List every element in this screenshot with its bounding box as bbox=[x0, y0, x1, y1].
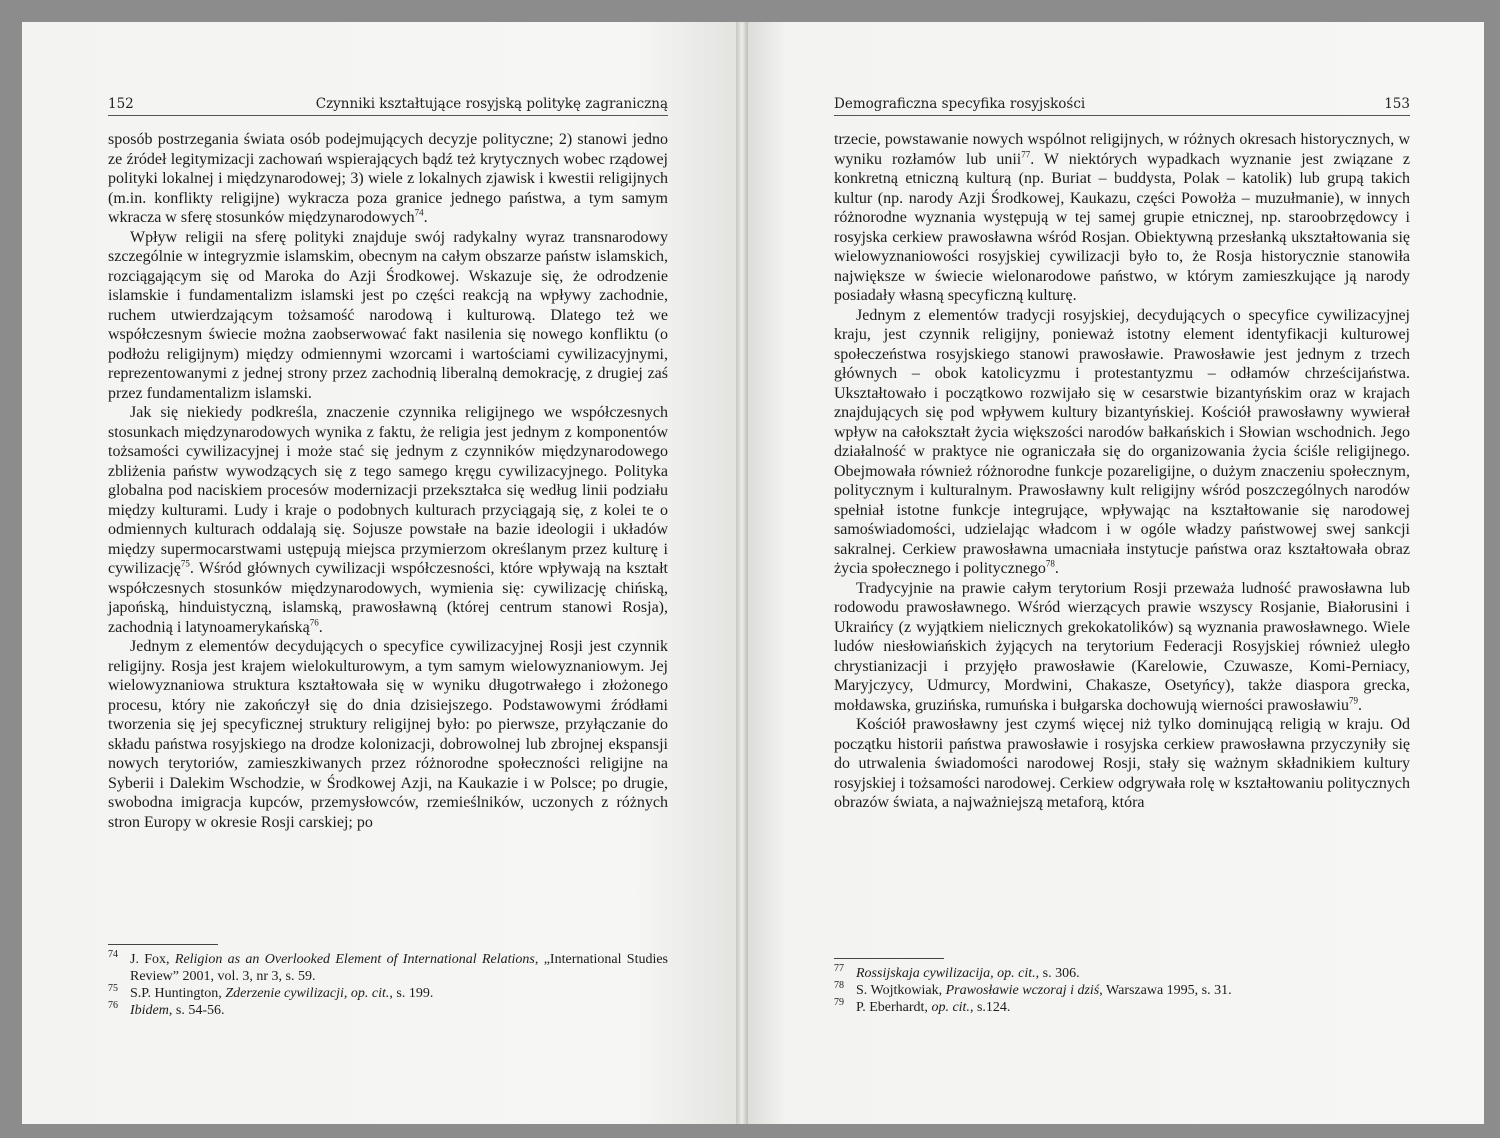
footnote: 79 P. Eberhardt, op. cit., s.124. bbox=[834, 997, 1011, 1015]
paragraph: sposób postrzegania świata osób podejmujących decyzje polityczne; 2) stanowi jedno ze źródeł legitymizacji zachowań wspierających bądź też krytycznych wobec rządowej polityki lokalnej i międzynarodowej; 3) wiele z lokalnych zjawisk i kwestii religijnych (m.in. konflikty religijne) wykracza poza granice jednego państwa, a tym samym wkracza w sferę stosunków międzynarodowych$^{74}$. bbox=[108, 131, 668, 226]
right-page-header bbox=[834, 90, 1410, 116]
right-page-body bbox=[834, 130, 1410, 813]
left-page-header bbox=[108, 90, 668, 116]
paragraph: Jednym z elementów decydujących o specyfice cywilizacyjnej Rosji jest czynnik religijny. Rosja jest krajem wielokulturowym, a tym samym wielowyznaniowym. Jej wielowyznaniowa struktura kształtowała się w wyniku długotrwałego i złożonego procesu, który nie zakończył się do dnia dzisiejszego. Podstawowymi źródłami tworzenia się jej specyficznej struktury religijnej było: po pierwsze, przyłączanie do składu państwa rosyjskiego na drodze kolonizacji, dobrowolnej lub zbrojnej ekspansji nowych terytoriów, zamieszkiwanych przez różnorodne społeczności religijne na Syberii i Dalekim Wschodzie, w Środkowej Azji, na Kaukazie i w Polsce; po drugie, swobodna imigracja kupców, przemysłowców, rzemieślników, uczonych z różnych stron Europy w okresie Rosji carskiej; po bbox=[108, 638, 668, 831]
running-head: Demograficzna specyfika rosyjskości bbox=[834, 96, 1086, 112]
footnote: 77 Rossijskaja cywilizacija, op. cit., s. 306. bbox=[834, 963, 1080, 981]
running-head: Czynniki kształtujące rosyjską politykę zagraniczną bbox=[315, 96, 668, 112]
left-page bbox=[22, 22, 742, 1124]
footnote: 75 S.P. Huntington, Zderzenie cywilizacji, op. cit., s. 199. bbox=[108, 983, 434, 1001]
paragraph: Kościół prawosławny jest czymś więcej niż tylko dominującą religią w kraju. Od początku historii państwa prawosławie i rosyjska cerkiew prawosławna przyczyniły się do utrwalenia świadomości narodowej Rosji, stały się ważnym składnikiem kultury rosyjskiej i tożsamości narodowej. Cerkiew odgrywała rolę w kształtowaniu politycznych obrazów świata, a najważniejszą metaforą, która bbox=[834, 716, 1410, 811]
book-spread bbox=[22, 22, 1484, 1124]
book-gutter bbox=[736, 22, 748, 1124]
footnote: 78 S. Wojtkowiak, Prawosławie wczoraj i dziś, Warszawa 1995, s. 31. bbox=[834, 980, 1232, 998]
footnote: 76 Ibidem, s. 54-56. bbox=[108, 1000, 225, 1018]
page-number: 152 bbox=[108, 96, 134, 112]
paragraph: trzecie, powstawanie nowych wspólnot religijnych, w różnych okresach historycznych, w wyniku rozłamów lub unii$^{77}$. W niektórych wypadkach wyznanie jest związane z konkretną etniczną kulturą (np. Buriat – buddysta, Polak – katolik) lub grupą takich kultur (np. narody Azji Środkowej, Kaukazu, części Powołża – muzułmanie), w innych różnorodne wyznania występują w tej samej grupie etnicznej, np. staroobrzędowcy i rosyjska cerkiew prawosławna wśród Rosjan. Obiektywną przesłanką ukształtowania się wielowyznaniowości rosyjskiej cywilizacji było to, że Rosja historycznie stanowiła największe w świecie wielonarodowe państwo, w którym zamieszkujące ją narody posiadały własną specyficzną kulturę. bbox=[834, 131, 1411, 304]
paragraph: Jednym z elementów tradycji rosyjskiej, decydujących o specyfice cywilizacyjnej kraju, jest czynnik religijny, ponieważ istotny element identyfikacji kulturowej społeczeństwa rosyjskiego stanowi prawosławie. Prawosławie jest jednym z trzech głównych – obok katolicyzmu i protestantyzmu – odłamów chrześcijaństwa. Ukształtowało i początkowo rozwijało się w cesarstwie bizantyńskim oraz w krajach znajdujących się pod wpływem kultury bizantyńskiej. Kościół prawosławny wywierał wpływ na całokształt życia większości narodów bałkańskich i Słowian wschodnich. Jego działalność w praktyce nie ograniczała się do organizowania życia ściśle religijnego. Obejmowała również różnorodne funkcje pozareligijne, o dużym znaczeniu społecznym, politycznym i kulturalnym. Prawosławny kult religijny wśród poszczególnych narodów spełniał istotne funkcje integrujące, wpływając na kształtowanie się narodowej samoświadomości, udzielając władcom i w ogóle władzy państwowej swej sankcji sakralnej. Cerkiew prawosławna umacniała instytucje państwa oraz kształtowała obraz życia społecznego i politycznego$^{78}$. bbox=[834, 306, 1410, 577]
footnote: 74 J. Fox, Religion as an Overlooked Element of International Relations, „International Studies Review” 2001, vol. 3, nr 3, s. 59. bbox=[108, 949, 669, 984]
paragraph: Wpływ religii na sferę polityki znajduje swój radykalny wyraz transnarodowy szczególnie w integryzmie islamskim, obecnym na całym obszarze państw islamskich, rozciągającym się od Maroka do Azji Środkowej. Wskazuje się, że odrodzenie islamskie i fundamentalizm islamski jest po części reakcją na wpływy zachodnie, ruchem utwierdzającym tożsamość narodową i kulturową. Dlatego też we współczesnym świecie można zaobserwować fakt nasilenia się nowego konfliktu (o podłożu religijnym) między odmiennymi wzorcami i wartościami cywilizacyjnymi, reprezentowanymi z jednej strony przez zachodnią liberalną demokrację, z drugiej zaś przez fundamentalizm islamski. bbox=[108, 228, 668, 402]
page-number: 153 bbox=[1384, 96, 1410, 112]
paragraph: Tradycyjnie na prawie całym terytorium Rosji przeważa ludność prawosławna lub rodowodu prawosławnego. Wśród wierzących prawie wszyscy Rosjanie, Białorusini i Ukraińcy (z wyjątkiem nielicznych grekokatolików) są wyznania prawosławnego. Wiele ludów niesłowiańskich żyjących na terytorium Federacji Rosyjskiej również uległo chrystianizacji i przyjęło prawosławie (Karelowie, Czuwasze, Komi-Perniacy, Maryjczycy, Udmurcy, Mordwini, Chakasze, Osetyńcy), także diaspora grecka, mołdawska, gruzińska, rumuńska i bułgarska dochowują wierności prawosławiu$^{79}$. bbox=[834, 579, 1410, 714]
paragraph: Jak się niekiedy podkreśla, znaczenie czynnika religijnego we współczesnych stosunkach międzynarodowych wynika z faktu, że religia jest jednym z komponentów tożsamości cywilizacyjnej i może stać się jednym z czynników międzynarodowego zbliżenia państw wywodzących się z tego samego kręgu cywilizacyjnego. Polityka globalna pod naciskiem procesów modernizacji przekształca się według linii podziału między kulturami. Ludy i kraje o podobnych kulturach przyciągają się, z kolei te o odmiennych kulturach oddalają się. Sojusze powstałe na bazie ideologii i układów między supermocarstwami ustępują miejsca przymierzom określanym przez kulturę i cywilizację$^{75}$. Wśród głównych cywilizacji współczesności, które wpływają na kształt współczesnych stosunków międzynarodowych, wymienia się: cywilizację chińską, japońską, hinduistyczną, islamską, prawosławną (której centrum stanowi Rosja), zachodnią i latynoamerykańską$^{76}$. bbox=[108, 404, 668, 636]
footnote-rule bbox=[834, 958, 944, 959]
left-page-body bbox=[108, 130, 668, 832]
footnote-rule bbox=[108, 944, 218, 945]
footnotes bbox=[834, 965, 1410, 1016]
right-page bbox=[742, 22, 1484, 1124]
footnotes bbox=[108, 951, 668, 1019]
